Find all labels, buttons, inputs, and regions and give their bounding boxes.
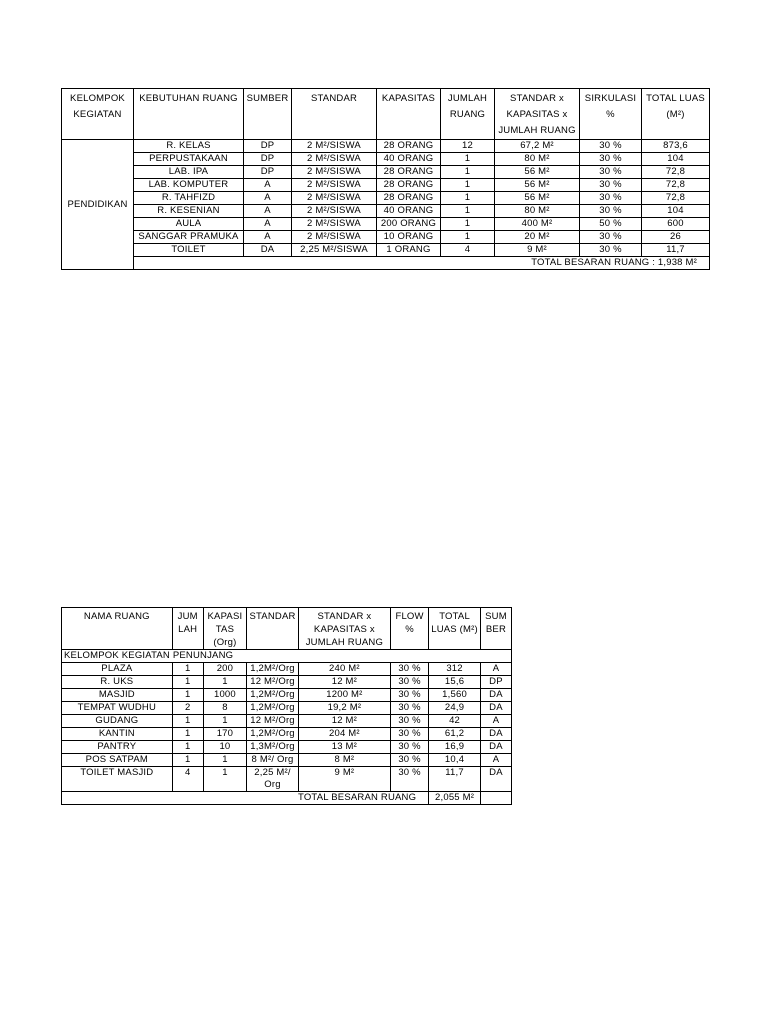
section-kelompok-penunjang: KELOMPOK KEGIATAN PENUNJANG — [62, 650, 512, 663]
cell-kebutuhan-ruang: LAB. IPA — [134, 166, 244, 179]
cell-standar: 2 M²/SISWA — [292, 218, 377, 231]
header-kelompok-kegiatan: KELOMPOK KEGIATAN — [62, 89, 134, 140]
cell-kebutuhan-ruang: R. TAHFIZD — [134, 192, 244, 205]
table-row — [62, 140, 710, 153]
header-kapasitas: KAPASITAS — [377, 89, 441, 140]
header-standar-x-kapasitas: STANDAR x KAPASITAS x JUMLAH RUANG — [495, 89, 580, 140]
cell-total-luas: 42 — [429, 715, 481, 728]
cell-kebutuhan-ruang: TOILET — [134, 244, 244, 257]
cell-total-luas: 1,560 — [429, 689, 481, 702]
cell-standar-x-kapasitas: 240 M² — [298, 663, 390, 676]
cell-kapasitas: 10 ORANG — [377, 231, 441, 244]
cell-jumlah: 1 — [172, 728, 203, 741]
cell-nama-ruang: KANTIN — [62, 728, 173, 741]
cell-standar: 2 M²/SISWA — [292, 231, 377, 244]
cell-jumlah-ruang: 1 — [441, 231, 495, 244]
table-body — [62, 650, 512, 805]
cell-standar-x-kapasitas: 56 M² — [495, 166, 580, 179]
table-row — [62, 663, 512, 676]
cell-sumber: DA — [480, 741, 511, 754]
cell-jumlah-ruang: 1 — [441, 166, 495, 179]
cell-kebutuhan-ruang: PERPUSTAKAAN — [134, 153, 244, 166]
table-row — [62, 702, 512, 715]
empty-cell — [480, 792, 511, 805]
cell-jumlah-ruang: 1 — [441, 153, 495, 166]
cell-flow: 30 % — [390, 728, 428, 741]
cell-kapasitas: 200 — [203, 663, 246, 676]
cell-flow: 30 % — [390, 702, 428, 715]
cell-standar-x-kapasitas: 204 M² — [298, 728, 390, 741]
cell-standar-x-kapasitas: 400 M² — [495, 218, 580, 231]
cell-jumlah: 1 — [172, 663, 203, 676]
table-row — [62, 166, 710, 179]
cell-total-luas: 72,8 — [642, 166, 710, 179]
cell-standar: 12 M²/Org — [247, 676, 299, 689]
table-row — [62, 179, 710, 192]
cell-kebutuhan-ruang: R. KESENIAN — [134, 205, 244, 218]
header-sumber: SUM BER — [480, 608, 511, 650]
header-total-luas: TOTAL LUAS (M²) — [642, 89, 710, 140]
cell-kapasitas: 28 ORANG — [377, 179, 441, 192]
cell-nama-ruang: POS SATPAM — [62, 754, 173, 767]
table-row — [62, 676, 512, 689]
cell-sumber: DP — [244, 153, 292, 166]
cell-nama-ruang: GUDANG — [62, 715, 173, 728]
cell-standar: 1,2M²/Org — [247, 702, 299, 715]
cell-kebutuhan-ruang: AULA — [134, 218, 244, 231]
cell-jumlah-ruang: 1 — [441, 205, 495, 218]
cell-total-luas: 61,2 — [429, 728, 481, 741]
table-body — [62, 140, 710, 270]
cell-sumber: A — [480, 663, 511, 676]
cell-standar: 2 M²/SISWA — [292, 166, 377, 179]
cell-nama-ruang: PANTRY — [62, 741, 173, 754]
cell-kapasitas: 28 ORANG — [377, 166, 441, 179]
section-row — [62, 650, 512, 663]
table-row — [62, 153, 710, 166]
cell-sumber: A — [244, 218, 292, 231]
cell-total-luas: 16,9 — [429, 741, 481, 754]
cell-standar-x-kapasitas: 56 M² — [495, 192, 580, 205]
header-sumber: SUMBER — [244, 89, 292, 140]
cell-total-luas: 312 — [429, 663, 481, 676]
cell-flow: 30 % — [390, 741, 428, 754]
total-row — [62, 257, 710, 270]
cell-kapasitas: 40 ORANG — [377, 153, 441, 166]
cell-kapasitas: 28 ORANG — [377, 140, 441, 153]
cell-flow: 30 % — [390, 663, 428, 676]
cell-sirkulasi: 30 % — [580, 205, 642, 218]
cell-sumber: A — [244, 205, 292, 218]
cell-kebutuhan-ruang: SANGGAR PRAMUKA — [134, 231, 244, 244]
cell-standar-x-kapasitas: 1200 M² — [298, 689, 390, 702]
cell-sumber: DP — [480, 676, 511, 689]
table-row — [62, 218, 710, 231]
cell-total-luas: 72,8 — [642, 179, 710, 192]
cell-flow: 30 % — [390, 754, 428, 767]
header-standar-x-kapasitas: STANDAR x KAPASITAS x JUMLAH RUANG — [298, 608, 390, 650]
cell-sirkulasi: 30 % — [580, 244, 642, 257]
cell-total-luas: 873,6 — [642, 140, 710, 153]
cell-jumlah: 1 — [172, 754, 203, 767]
cell-total-luas: 10,4 — [429, 754, 481, 767]
total-besaran-ruang: TOTAL BESARAN RUANG : 1,938 M² — [134, 257, 710, 270]
header-jumlah: JUM LAH — [172, 608, 203, 650]
table-penunjang — [61, 607, 512, 805]
cell-kapasitas: 170 — [203, 728, 246, 741]
header-total-luas: TOTAL LUAS (M²) — [429, 608, 481, 650]
cell-total-luas: 72,8 — [642, 192, 710, 205]
table-row — [62, 192, 710, 205]
cell-jumlah-ruang: 1 — [441, 218, 495, 231]
table-header-row — [62, 608, 512, 650]
header-jumlah-ruang: JUMLAH RUANG — [441, 89, 495, 140]
header-standar: STANDAR — [292, 89, 377, 140]
cell-sumber: DA — [480, 767, 511, 792]
cell-kebutuhan-ruang: R. KELAS — [134, 140, 244, 153]
table-row — [62, 741, 512, 754]
cell-jumlah: 1 — [172, 741, 203, 754]
cell-sumber: DA — [244, 244, 292, 257]
cell-nama-ruang: R. UKS — [62, 676, 173, 689]
cell-total-luas: 24,9 — [429, 702, 481, 715]
cell-standar-x-kapasitas: 67,2 M² — [495, 140, 580, 153]
cell-kapasitas: 1 — [203, 754, 246, 767]
header-flow: FLOW % — [390, 608, 428, 650]
total-row — [62, 792, 512, 805]
cell-kapasitas: 8 — [203, 702, 246, 715]
cell-total-luas: 11,7 — [429, 767, 481, 792]
cell-jumlah: 2 — [172, 702, 203, 715]
cell-sumber: A — [480, 715, 511, 728]
cell-jumlah-ruang: 4 — [441, 244, 495, 257]
cell-total-luas: 11,7 — [642, 244, 710, 257]
cell-jumlah: 1 — [172, 676, 203, 689]
cell-sirkulasi: 30 % — [580, 192, 642, 205]
table-row — [62, 689, 512, 702]
cell-sumber: DP — [244, 140, 292, 153]
cell-standar: 1,3M²/Org — [247, 741, 299, 754]
cell-sumber: DA — [480, 702, 511, 715]
cell-jumlah: 4 — [172, 767, 203, 792]
cell-flow: 30 % — [390, 767, 428, 792]
cell-sumber: A — [480, 754, 511, 767]
cell-standar-x-kapasitas: 12 M² — [298, 715, 390, 728]
table-header-row — [62, 89, 710, 140]
table-pendidikan — [61, 88, 710, 270]
cell-standar: 2,25 M²/SISWA — [292, 244, 377, 257]
cell-sumber: DA — [480, 689, 511, 702]
cell-sirkulasi: 30 % — [580, 153, 642, 166]
cell-kapasitas: 1 — [203, 676, 246, 689]
header-standar: STANDAR — [247, 608, 299, 650]
cell-kapasitas: 40 ORANG — [377, 205, 441, 218]
cell-standar: 2 M²/SISWA — [292, 192, 377, 205]
cell-nama-ruang: MASJID — [62, 689, 173, 702]
table-row — [62, 205, 710, 218]
table-row — [62, 767, 512, 792]
cell-jumlah: 1 — [172, 689, 203, 702]
cell-kapasitas: 1 — [203, 767, 246, 792]
header-sirkulasi: SIRKULASI % — [580, 89, 642, 140]
cell-standar: 2 M²/SISWA — [292, 140, 377, 153]
cell-standar: 2 M²/SISWA — [292, 153, 377, 166]
total-besaran-label: TOTAL BESARAN RUANG — [62, 792, 429, 805]
cell-nama-ruang: PLAZA — [62, 663, 173, 676]
cell-kebutuhan-ruang: LAB. KOMPUTER — [134, 179, 244, 192]
cell-flow: 30 % — [390, 689, 428, 702]
cell-sumber: A — [244, 231, 292, 244]
cell-sumber: DA — [480, 728, 511, 741]
header-nama-ruang: NAMA RUANG — [62, 608, 173, 650]
cell-standar: 8 M²/ Org — [247, 754, 299, 767]
cell-total-luas: 600 — [642, 218, 710, 231]
cell-kapasitas: 1 — [203, 715, 246, 728]
cell-standar-x-kapasitas: 56 M² — [495, 179, 580, 192]
cell-total-luas: 15,6 — [429, 676, 481, 689]
header-kebutuhan-ruang: KEBUTUHAN RUANG — [134, 89, 244, 140]
cell-standar-x-kapasitas: 9 M² — [495, 244, 580, 257]
cell-jumlah-ruang: 1 — [441, 179, 495, 192]
cell-sirkulasi: 30 % — [580, 166, 642, 179]
cell-standar: 1,2M²/Org — [247, 663, 299, 676]
cell-standar-x-kapasitas: 20 M² — [495, 231, 580, 244]
cell-standar-x-kapasitas: 80 M² — [495, 153, 580, 166]
total-besaran-value: 2,055 M² — [429, 792, 481, 805]
cell-sumber: DP — [244, 166, 292, 179]
cell-total-luas: 26 — [642, 231, 710, 244]
header-kapasitas: KAPASI TAS (Org) — [203, 608, 246, 650]
cell-jumlah: 1 — [172, 715, 203, 728]
cell-standar-x-kapasitas: 9 M² — [298, 767, 390, 792]
cell-standar: 2,25 M²/ Org — [247, 767, 299, 792]
table-row — [62, 244, 710, 257]
cell-flow: 30 % — [390, 676, 428, 689]
table-row — [62, 728, 512, 741]
cell-total-luas: 104 — [642, 205, 710, 218]
cell-standar-x-kapasitas: 8 M² — [298, 754, 390, 767]
cell-total-luas: 104 — [642, 153, 710, 166]
cell-kapasitas: 1 ORANG — [377, 244, 441, 257]
cell-standar: 1,2M²/Org — [247, 689, 299, 702]
cell-sumber: A — [244, 179, 292, 192]
cell-standar-x-kapasitas: 19,2 M² — [298, 702, 390, 715]
cell-standar: 1,2M²/Org — [247, 728, 299, 741]
cell-standar-x-kapasitas: 13 M² — [298, 741, 390, 754]
cell-standar: 2 M²/SISWA — [292, 179, 377, 192]
cell-standar-x-kapasitas: 80 M² — [495, 205, 580, 218]
cell-standar-x-kapasitas: 12 M² — [298, 676, 390, 689]
cell-nama-ruang: TOILET MASJID — [62, 767, 173, 792]
cell-jumlah-ruang: 12 — [441, 140, 495, 153]
cell-standar: 12 M²/Org — [247, 715, 299, 728]
group-pendidikan: PENDIDIKAN — [62, 140, 134, 270]
cell-jumlah-ruang: 1 — [441, 192, 495, 205]
cell-sirkulasi: 30 % — [580, 231, 642, 244]
cell-kapasitas: 28 ORANG — [377, 192, 441, 205]
cell-kapasitas: 200 ORANG — [377, 218, 441, 231]
cell-kapasitas: 10 — [203, 741, 246, 754]
cell-sumber: A — [244, 192, 292, 205]
cell-flow: 30 % — [390, 715, 428, 728]
table-row — [62, 231, 710, 244]
table-row — [62, 715, 512, 728]
cell-standar: 2 M²/SISWA — [292, 205, 377, 218]
cell-nama-ruang: TEMPAT WUDHU — [62, 702, 173, 715]
cell-sirkulasi: 50 % — [580, 218, 642, 231]
cell-sirkulasi: 30 % — [580, 179, 642, 192]
table-row — [62, 754, 512, 767]
cell-kapasitas: 1000 — [203, 689, 246, 702]
cell-sirkulasi: 30 % — [580, 140, 642, 153]
